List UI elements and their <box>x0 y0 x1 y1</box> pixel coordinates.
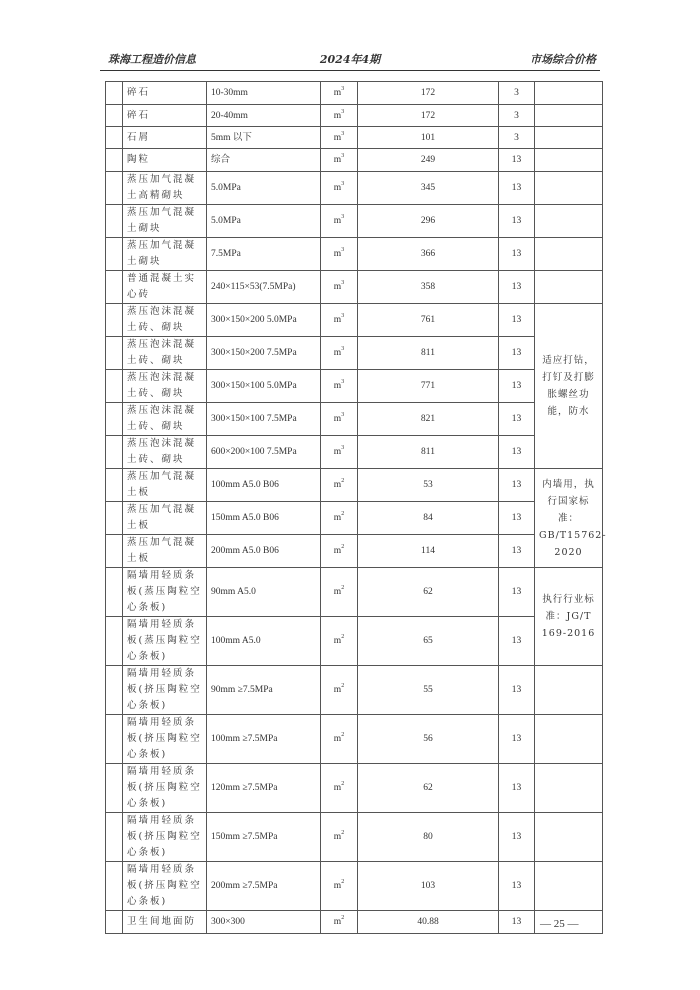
tax-rate-cell: 13 <box>499 271 535 304</box>
unit-cell: $m^3$ <box>321 172 358 205</box>
unit-cell: $m^2$ <box>321 469 358 502</box>
blank-cell <box>106 205 123 238</box>
blank-cell <box>106 813 123 862</box>
price-cell: 84 <box>358 502 499 535</box>
tax-rate-cell: 13 <box>499 568 535 617</box>
material-name: 蒸压加气混凝土板 <box>123 535 207 568</box>
price-cell: 172 <box>358 105 499 127</box>
unit-cell: $m^2$ <box>321 715 358 764</box>
material-name: 蒸压泡沫混凝土砖、砌块 <box>123 337 207 370</box>
unit-cell: $m^2$ <box>321 502 358 535</box>
remark-cell <box>535 149 603 172</box>
tax-rate-cell: 13 <box>499 911 535 934</box>
page-header <box>100 51 600 67</box>
material-spec: 综合 <box>207 149 321 172</box>
table-row <box>106 127 603 149</box>
material-name: 碎石 <box>123 105 207 127</box>
material-spec: 600×200×100 7.5MPa <box>207 436 321 469</box>
unit-cell: $m^2$ <box>321 666 358 715</box>
blank-cell <box>106 403 123 436</box>
material-name: 蒸压加气混凝土砌块 <box>123 205 207 238</box>
table-row <box>106 911 603 934</box>
material-spec: 300×150×100 7.5MPa <box>207 403 321 436</box>
tax-rate-cell: 13 <box>499 862 535 911</box>
price-cell: 821 <box>358 403 499 436</box>
material-spec: 20-40mm <box>207 105 321 127</box>
tax-rate-cell: 13 <box>499 469 535 502</box>
header-rule <box>100 70 600 71</box>
blank-cell <box>106 862 123 911</box>
remark-cell-foam: 适应打钻，打钉及打膨胀螺丝功能，防水 <box>535 304 603 469</box>
table-row <box>106 370 603 403</box>
material-name: 隔墙用轻质条板(挤压陶粒空心条板) <box>123 764 207 813</box>
unit-cell: $m^2$ <box>321 617 358 666</box>
price-cell: 811 <box>358 337 499 370</box>
table-row <box>106 617 603 666</box>
tax-rate-cell: 13 <box>499 172 535 205</box>
blank-cell <box>106 436 123 469</box>
unit-cell: $m^2$ <box>321 862 358 911</box>
remark-cell <box>535 205 603 238</box>
unit-cell: $m^3$ <box>321 370 358 403</box>
material-name: 隔墙用轻质条板(挤压陶粒空心条板) <box>123 666 207 715</box>
unit-cell: $m^3$ <box>321 105 358 127</box>
price-cell: 101 <box>358 127 499 149</box>
remark-cell <box>535 172 603 205</box>
remark-cell <box>535 127 603 149</box>
material-spec: 5mm 以下 <box>207 127 321 149</box>
material-spec: 300×150×200 5.0MPa <box>207 304 321 337</box>
price-cell: 771 <box>358 370 499 403</box>
blank-cell <box>106 172 123 205</box>
blank-cell <box>106 469 123 502</box>
material-spec: 10-30mm <box>207 82 321 105</box>
material-spec: 120mm ≥7.5MPa <box>207 764 321 813</box>
table-row <box>106 238 603 271</box>
header-section: 市场综合价格 <box>530 53 596 66</box>
material-name: 蒸压加气混凝土高精砌块 <box>123 172 207 205</box>
material-spec: 90mm A5.0 <box>207 568 321 617</box>
tax-rate-cell: 13 <box>499 337 535 370</box>
price-cell: 53 <box>358 469 499 502</box>
tax-rate-cell: 13 <box>499 304 535 337</box>
unit-cell: $m^3$ <box>321 337 358 370</box>
unit-cell: $m^2$ <box>321 568 358 617</box>
material-spec: 200mm ≥7.5MPa <box>207 862 321 911</box>
remark-cell <box>535 666 603 715</box>
price-cell: 55 <box>358 666 499 715</box>
unit-cell: $m^3$ <box>321 149 358 172</box>
material-spec: 7.5MPa <box>207 238 321 271</box>
price-cell: 65 <box>358 617 499 666</box>
price-cell: 172 <box>358 82 499 105</box>
material-spec: 200mm A5.0 B06 <box>207 535 321 568</box>
table-row <box>106 105 603 127</box>
remark-cell <box>535 813 603 862</box>
table-row <box>106 813 603 862</box>
table-row <box>106 715 603 764</box>
blank-cell <box>106 502 123 535</box>
price-cell: 40.88 <box>358 911 499 934</box>
material-name: 陶粒 <box>123 149 207 172</box>
table-row <box>106 535 603 568</box>
material-spec: 100mm A5.0 B06 <box>207 469 321 502</box>
material-name: 卫生间地面防 <box>123 911 207 934</box>
blank-cell <box>106 271 123 304</box>
page-number: — 25 — <box>540 918 579 930</box>
price-cell: 62 <box>358 764 499 813</box>
blank-cell <box>106 715 123 764</box>
table-row <box>106 862 603 911</box>
table-row <box>106 469 603 502</box>
material-spec: 100mm ≥7.5MPa <box>207 715 321 764</box>
remark-cell-ceramsite-board: 执行行业标准：JG/T 169-2016 <box>535 568 603 666</box>
blank-cell <box>106 568 123 617</box>
material-spec: 100mm A5.0 <box>207 617 321 666</box>
unit-cell: $m^3$ <box>321 127 358 149</box>
tax-rate-cell: 13 <box>499 813 535 862</box>
blank-cell <box>106 666 123 715</box>
remark-cell <box>535 271 603 304</box>
tax-rate-cell: 13 <box>499 205 535 238</box>
material-name: 蒸压泡沫混凝土砖、砌块 <box>123 370 207 403</box>
table-row <box>106 304 603 337</box>
tax-rate-cell: 3 <box>499 105 535 127</box>
price-cell: 114 <box>358 535 499 568</box>
material-name: 蒸压泡沫混凝土砖、砌块 <box>123 403 207 436</box>
price-table <box>105 81 607 934</box>
tax-rate-cell: 13 <box>499 238 535 271</box>
unit-cell: $m^3$ <box>321 205 358 238</box>
tax-rate-cell: 13 <box>499 149 535 172</box>
remark-cell <box>535 82 603 105</box>
price-cell: 62 <box>358 568 499 617</box>
material-name: 普通混凝土实心砖 <box>123 271 207 304</box>
material-spec: 5.0MPa <box>207 205 321 238</box>
table-row <box>106 205 603 238</box>
unit-cell: $m^3$ <box>321 82 358 105</box>
table-row <box>106 271 603 304</box>
material-spec: 300×150×100 5.0MPa <box>207 370 321 403</box>
material-name: 隔墙用轻质条板(蒸压陶粒空心条板) <box>123 568 207 617</box>
table-row <box>106 502 603 535</box>
blank-cell <box>106 304 123 337</box>
material-name: 隔墙用轻质条板(挤压陶粒空心条板) <box>123 813 207 862</box>
price-cell: 345 <box>358 172 499 205</box>
blank-cell <box>106 127 123 149</box>
price-cell: 296 <box>358 205 499 238</box>
price-cell: 358 <box>358 271 499 304</box>
remark-cell <box>535 862 603 911</box>
blank-cell <box>106 370 123 403</box>
unit-cell: $m^3$ <box>321 238 358 271</box>
material-name: 隔墙用轻质条板(蒸压陶粒空心条板) <box>123 617 207 666</box>
table-row <box>106 764 603 813</box>
tax-rate-cell: 3 <box>499 127 535 149</box>
price-cell: 103 <box>358 862 499 911</box>
tax-rate-cell: 13 <box>499 764 535 813</box>
tax-rate-cell: 13 <box>499 617 535 666</box>
price-cell: 56 <box>358 715 499 764</box>
unit-cell: $m^2$ <box>321 813 358 862</box>
remark-cell-aac-board: 内墙用，执行国家标准：GB/T15762-2020 <box>535 469 603 568</box>
unit-cell: $m^2$ <box>321 535 358 568</box>
tax-rate-cell: 3 <box>499 82 535 105</box>
material-spec: 90mm ≥7.5MPa <box>207 666 321 715</box>
table-row <box>106 172 603 205</box>
blank-cell <box>106 617 123 666</box>
price-cell: 80 <box>358 813 499 862</box>
material-spec: 150mm A5.0 B06 <box>207 502 321 535</box>
table-row <box>106 403 603 436</box>
header-issue: 2024年4期 <box>319 53 381 66</box>
remark-cell <box>535 238 603 271</box>
material-spec: 240×115×53(7.5MPa) <box>207 271 321 304</box>
blank-cell <box>106 764 123 813</box>
table-row <box>106 337 603 370</box>
blank-cell <box>106 82 123 105</box>
unit-cell: $m^3$ <box>321 271 358 304</box>
blank-cell <box>106 238 123 271</box>
price-cell: 811 <box>358 436 499 469</box>
material-name: 蒸压加气混凝土板 <box>123 469 207 502</box>
table-row <box>106 82 603 105</box>
material-spec: 150mm ≥7.5MPa <box>207 813 321 862</box>
blank-cell <box>106 911 123 934</box>
material-name: 石屑 <box>123 127 207 149</box>
blank-cell <box>106 149 123 172</box>
unit-cell: $m^3$ <box>321 304 358 337</box>
blank-cell <box>106 105 123 127</box>
price-cell: 761 <box>358 304 499 337</box>
tax-rate-cell: 13 <box>499 666 535 715</box>
material-name: 蒸压加气混凝土砌块 <box>123 238 207 271</box>
table-row <box>106 568 603 617</box>
tax-rate-cell: 13 <box>499 370 535 403</box>
material-name: 蒸压泡沫混凝土砖、砌块 <box>123 436 207 469</box>
tax-rate-cell: 13 <box>499 535 535 568</box>
material-name: 隔墙用轻质条板(挤压陶粒空心条板) <box>123 715 207 764</box>
table-row <box>106 436 603 469</box>
material-name: 蒸压泡沫混凝土砖、砌块 <box>123 304 207 337</box>
material-name: 蒸压加气混凝土板 <box>123 502 207 535</box>
tax-rate-cell: 13 <box>499 502 535 535</box>
material-spec: 300×300 <box>207 911 321 934</box>
price-cell: 249 <box>358 149 499 172</box>
table-row <box>106 149 603 172</box>
unit-cell: $m^2$ <box>321 911 358 934</box>
remark-cell <box>535 105 603 127</box>
tax-rate-cell: 13 <box>499 715 535 764</box>
tax-rate-cell: 13 <box>499 403 535 436</box>
table-row <box>106 666 603 715</box>
blank-cell <box>106 337 123 370</box>
blank-cell <box>106 535 123 568</box>
remark-cell <box>535 715 603 764</box>
price-cell: 366 <box>358 238 499 271</box>
header-publication: 珠海工程造价信息 <box>108 53 196 66</box>
unit-cell: $m^3$ <box>321 436 358 469</box>
unit-cell: $m^2$ <box>321 764 358 813</box>
material-name: 碎石 <box>123 82 207 105</box>
unit-cell: $m^3$ <box>321 403 358 436</box>
material-spec: 300×150×200 7.5MPa <box>207 337 321 370</box>
tax-rate-cell: 13 <box>499 436 535 469</box>
remark-cell <box>535 764 603 813</box>
material-spec: 5.0MPa <box>207 172 321 205</box>
material-name: 隔墙用轻质条板(挤压陶粒空心条板) <box>123 862 207 911</box>
